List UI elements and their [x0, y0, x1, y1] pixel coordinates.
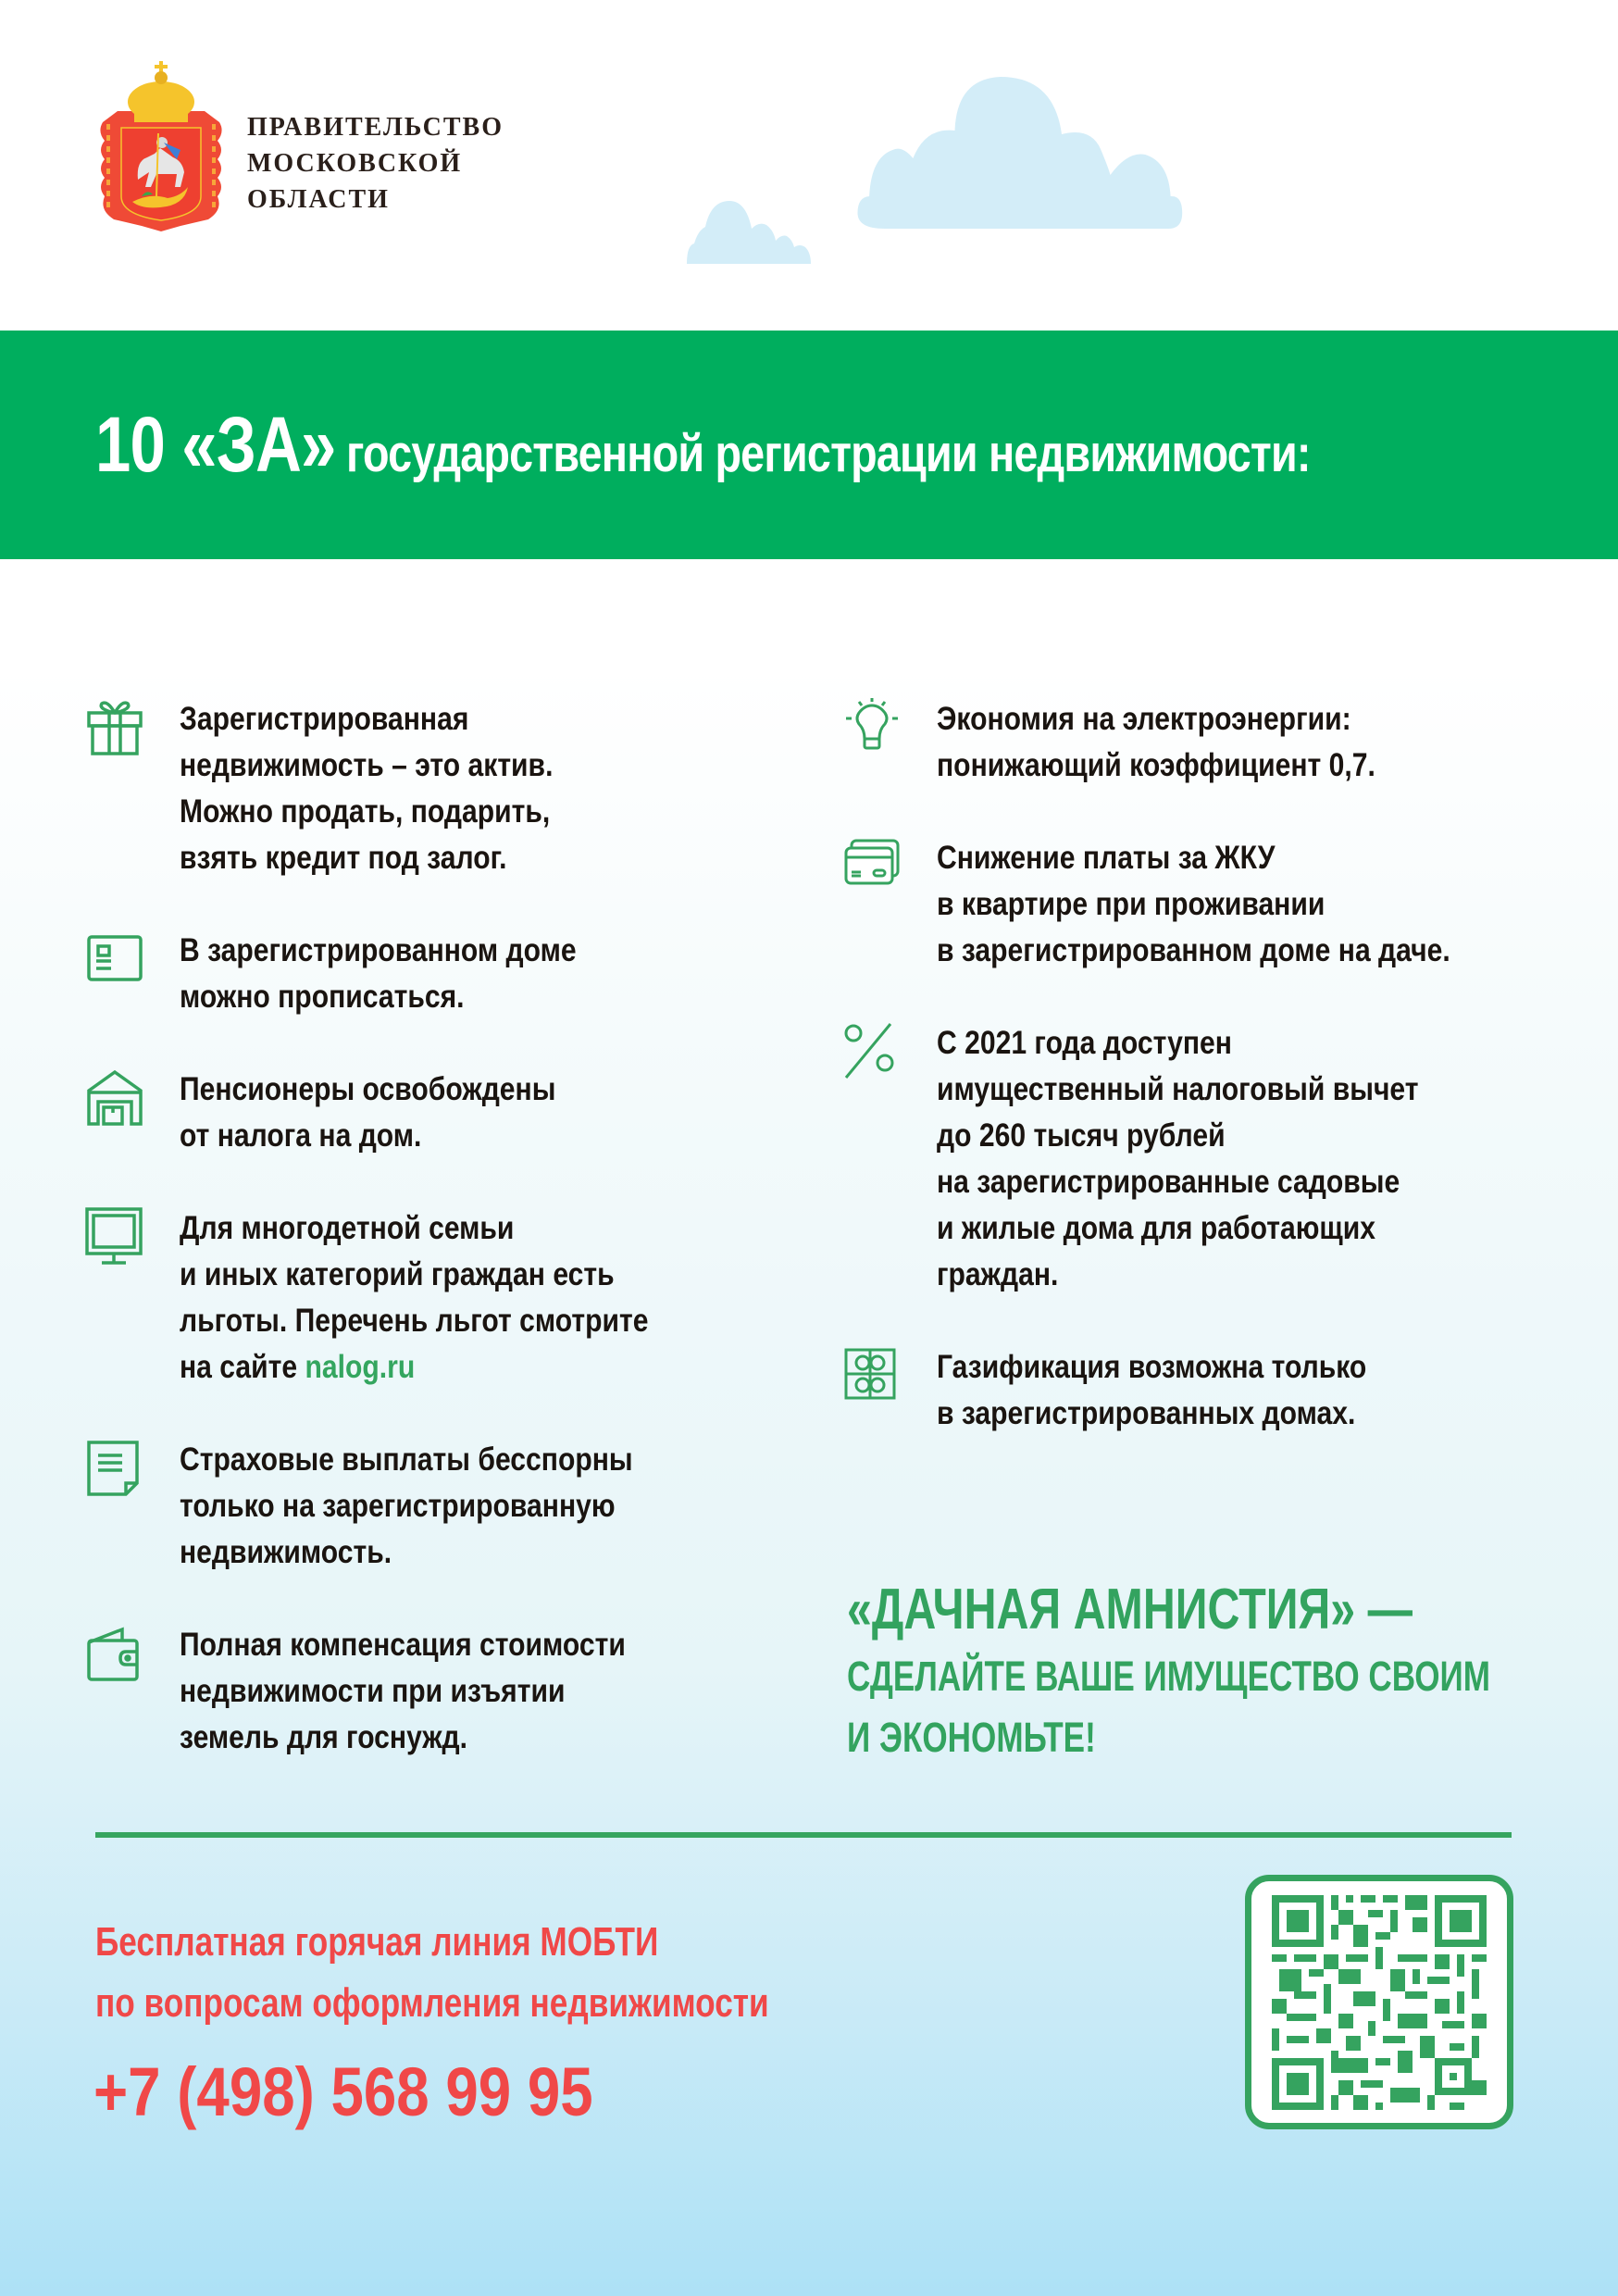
benefit-item	[85, 1437, 752, 1622]
organization-name	[247, 109, 504, 218]
slogan-line-3: И ЭКОНОМЬТЕ!	[847, 1714, 1096, 1761]
benefit-item	[85, 1067, 752, 1205]
gas-grid-icon	[842, 1346, 902, 1405]
percent-icon	[842, 1022, 902, 1081]
hotline-line-2: по вопросам оформления недвижимости	[95, 1980, 769, 2026]
org-name-line-2: МОСКОВСКОЙ	[247, 149, 463, 178]
benefit-text: Страховые выплаты бесспорны только на зарегистрированную недвижимость.	[180, 1441, 633, 1570]
title-number: 10 «ЗА»	[95, 401, 336, 488]
benefit-text: Полная компенсация стоимости недвижимости при изъятии земель для госнужд.	[180, 1627, 626, 1755]
org-name-line-3: ОБЛАСТИ	[247, 185, 390, 214]
benefits-left-column	[85, 696, 752, 1761]
org-name-line-1: ПРАВИТЕЛЬСТВО	[247, 113, 504, 142]
benefit-text: Газификация возможна только в зарегистрированных домах.	[937, 1349, 1367, 1431]
benefit-text: Экономия на электроэнергии: понижающий коэффициент 0,7.	[937, 701, 1375, 783]
title-text: государственной регистрации недвижимости:	[346, 424, 1311, 483]
hotline-line-1: Бесплатная горячая линия МОБТИ	[95, 1919, 659, 1965]
qr-code-icon[interactable]	[1272, 1895, 1487, 2110]
divider	[95, 1832, 1512, 1838]
benefit-text: Пенсионеры освобождены от налога на дом.	[180, 1071, 556, 1154]
title-banner	[0, 331, 1618, 559]
benefit-item	[85, 928, 752, 1067]
nalog-link[interactable]: nalog.ru	[305, 1349, 416, 1385]
document-icon	[85, 1439, 144, 1498]
coat-of-arms-logo	[95, 57, 227, 233]
hotline-description	[95, 1912, 769, 2034]
benefit-text: В зарегистрированном доме можно прописаться.	[180, 932, 577, 1015]
slogan-line-2: СДЕЛАЙТЕ ВАШЕ ИМУЩЕСТВО СВОИМ	[847, 1653, 1491, 1700]
hotline-phone[interactable]: +7 (498) 568 99 95	[93, 2053, 593, 2130]
benefit-text: С 2021 года доступен имущественный налоговый вычет до 260 тысяч рублей на зарегистрированные садовые и жилые дома для работающих граждан.	[937, 1025, 1419, 1292]
cloud-small-decoration	[685, 190, 824, 268]
wallet-icon	[85, 1624, 144, 1683]
credit-cards-icon	[842, 837, 902, 896]
benefit-item	[85, 1205, 752, 1437]
benefit-text: Снижение платы за ЖКУ в квартире при проживании в зарегистрированном доме на даче.	[937, 840, 1450, 968]
benefit-item	[842, 1344, 1546, 1483]
slogan	[847, 1574, 1490, 1768]
house-icon	[85, 1068, 144, 1128]
benefit-item	[85, 1622, 752, 1761]
cloud-large-decoration	[827, 60, 1512, 231]
benefit-item	[85, 696, 752, 928]
benefit-item	[842, 696, 1546, 835]
benefit-item	[842, 1020, 1546, 1344]
lightbulb-icon	[842, 698, 902, 757]
id-card-icon	[85, 930, 144, 989]
benefits-right-column	[842, 696, 1546, 1483]
benefit-text: Зарегистрированная недвижимость – это актив. Можно продать, подарить, взять кредит под залог.	[180, 701, 554, 876]
slogan-headline: «ДАЧНАЯ АМНИСТИЯ» —	[847, 1578, 1413, 1641]
benefit-text: Для многодетной семьи и иных категорий граждан есть льготы. Перечень льгот смотрите на сайте nalog.ru	[180, 1210, 649, 1385]
benefit-item	[842, 835, 1546, 1020]
gift-icon	[85, 698, 144, 757]
monitor-icon	[85, 1207, 144, 1267]
page-title	[95, 400, 1311, 490]
qr-code-frame	[1245, 1875, 1513, 2129]
